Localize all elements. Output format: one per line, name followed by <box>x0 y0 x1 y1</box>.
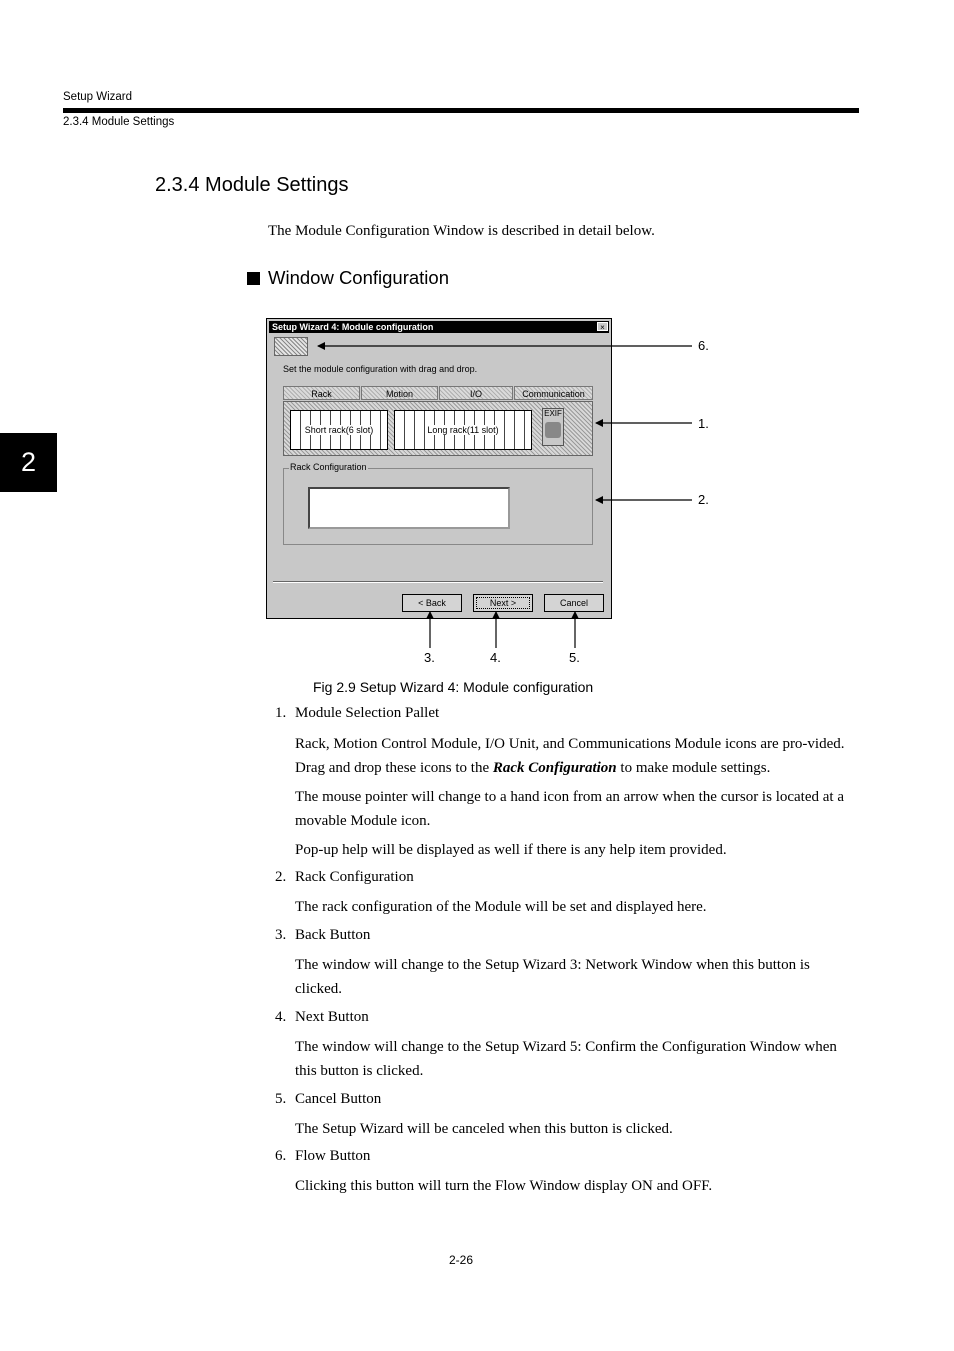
tab-rack[interactable]: Rack <box>283 386 360 400</box>
running-header-subsection: 2.3.4 Module Settings <box>63 116 175 128</box>
exif-label: EXIF <box>544 409 562 418</box>
item-3-paragraph: The window will change to the Setup Wizard 3: Network Window when this button is clicked. <box>295 957 810 997</box>
subheading-text: Window Configuration <box>268 267 449 288</box>
tab-motion[interactable]: Motion <box>361 386 438 400</box>
item-4-paragraph: The window will change to the Setup Wizard 5: Confirm the Configuration Window when this button is clicked. <box>295 1039 837 1079</box>
item-1-paragraph-2: The mouse pointer will change to a hand icon from an arrow when the cursor is located at a movable Module icon. <box>295 789 844 829</box>
intro-paragraph: The Module Configuration Window is described in detail below. <box>268 223 655 239</box>
callout-2: 2. <box>698 492 709 507</box>
callout-1: 1. <box>698 416 709 431</box>
dialog-instruction: Set the module configuration with drag and drop. <box>283 364 478 374</box>
item-1-paragraph-3: Pop-up help will be displayed as well if there is any help item provided. <box>295 842 727 858</box>
item-5-title: 5. Cancel Button <box>275 1091 382 1107</box>
cancel-button[interactable]: Cancel <box>544 594 604 612</box>
callout-6: 6. <box>698 338 709 353</box>
section-title: 2.3.4 Module Settings <box>155 174 349 196</box>
tab-communication[interactable]: Communication <box>514 386 593 400</box>
figure-caption: Fig 2.9 Setup Wizard 4: Module configuration <box>313 679 594 695</box>
callout-5: 5. <box>569 650 580 665</box>
item-6-title: 6. Flow Button <box>275 1148 371 1164</box>
long-rack-label: Long rack(11 slot) <box>427 425 499 435</box>
next-button[interactable]: Next > <box>473 594 533 612</box>
chapter-tab: 2 <box>0 433 57 492</box>
tab-io[interactable]: I/O <box>439 386 513 400</box>
callout-4: 4. <box>490 650 501 665</box>
item-6-paragraph: Clicking this button will turn the Flow Window display ON and OFF. <box>295 1178 713 1194</box>
item-5-paragraph: The Setup Wizard will be canceled when this button is clicked. <box>295 1121 673 1137</box>
close-icon[interactable]: × <box>597 322 608 331</box>
running-header-section: Setup Wizard <box>63 91 133 103</box>
page-number: 2-26 <box>449 1253 474 1267</box>
short-rack-label: Short rack(6 slot) <box>304 425 374 435</box>
item-3-title: 3. Back Button <box>275 927 371 943</box>
callout-3: 3. <box>424 650 435 665</box>
back-button[interactable]: < Back <box>402 594 462 612</box>
item-4-title: 4. Next Button <box>275 1009 369 1025</box>
dialog-title-bar: Setup Wizard 4: Module configuration <box>269 321 609 333</box>
item-1-title: 1. Module Selection Pallet <box>275 705 440 721</box>
item-1-paragraph-1: Rack, Motion Control Module, I/O Unit, and Communications Module icons are pro-vided. Drag and drop these icons to the Rack Configuration to make module settings. <box>295 736 845 776</box>
rack-configuration-label: Rack Configuration <box>290 462 367 472</box>
item-2-title: 2. Rack Configuration <box>275 869 414 885</box>
item-2-paragraph: The rack configuration of the Module will be set and displayed here. <box>295 899 707 915</box>
